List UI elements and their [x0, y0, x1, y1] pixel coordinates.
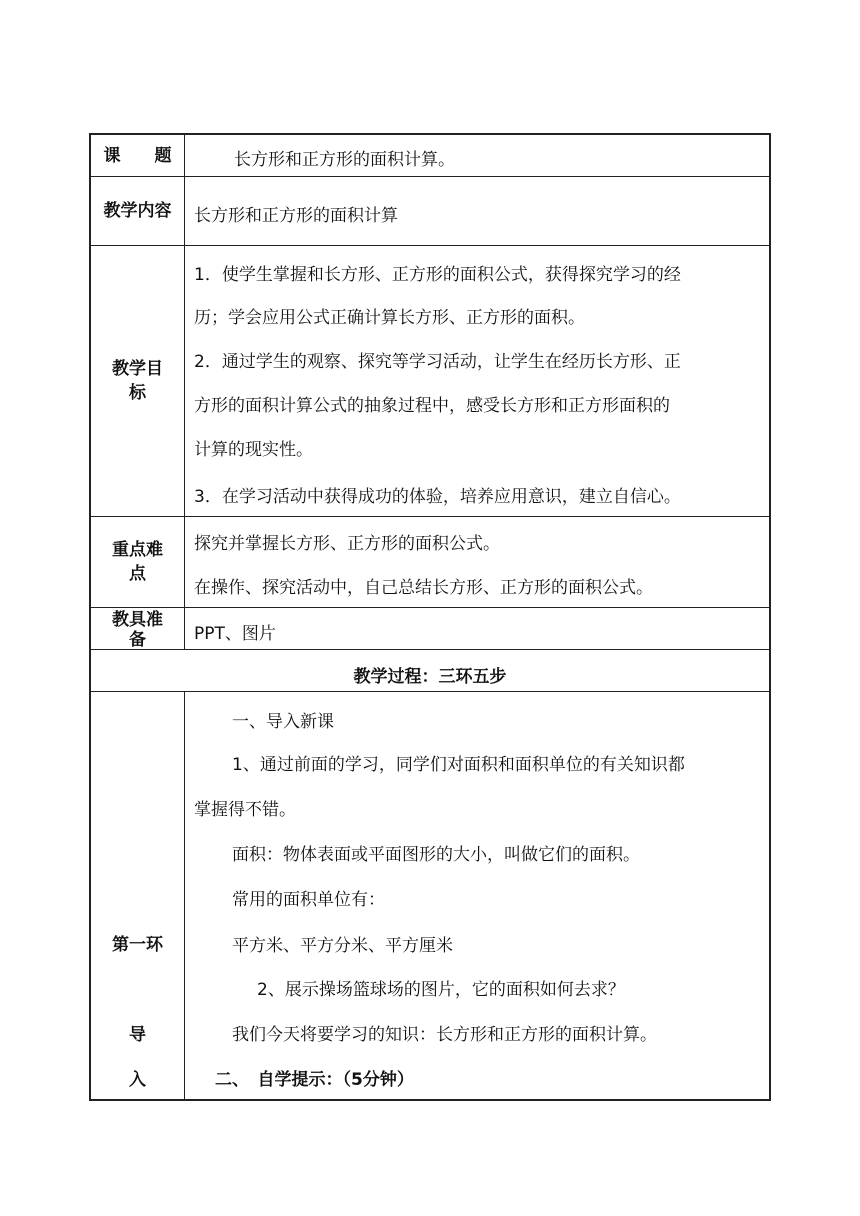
goals-label-line1: 教学目: [112, 359, 163, 379]
content-value: 长方形和正方形的面积计算: [194, 206, 398, 226]
row-divider: [91, 176, 769, 177]
lesson-plan-table: [89, 133, 771, 1101]
stage1-line: 面积：物体表面或平面图形的大小，叫做它们的面积。: [232, 845, 640, 865]
goals-line: 方形的面积计算公式的抽象过程中，感受长方形和正方形面积的: [194, 396, 670, 416]
stage1-line: 常用的面积单位有：: [232, 890, 385, 910]
materials-label: [91, 608, 184, 649]
row-divider: [91, 691, 769, 692]
materials-value: PPT、图片: [194, 624, 276, 644]
stage1-line: 1、通过前面的学习，同学们对面积和面积单位的有关知识都: [232, 755, 685, 775]
topic-label: 课 题: [103, 145, 172, 166]
key-points-line: 在操作、探究活动中，自己总结长方形、正方形的面积公式。: [194, 578, 653, 598]
row-divider: [91, 245, 769, 246]
materials-label-line2: 备: [129, 630, 146, 649]
goals-line: 计算的现实性。: [194, 440, 313, 460]
goals-line: 2．通过学生的观察、探究等学习活动，让学生在经历长方形、正: [194, 352, 681, 372]
goals-line: 3．在学习活动中获得成功的体验，培养应用意识，建立自信心。: [194, 487, 681, 507]
stage1-line: 2、展示操场篮球场的图片，它的面积如何去求？: [257, 980, 625, 1000]
column-divider: [184, 135, 185, 649]
key-points-line: 探究并掌握长方形、正方形的面积公式。: [194, 534, 500, 554]
topic-value: 长方形和正方形的面积计算。: [234, 150, 455, 170]
goals-label-line2: 标: [129, 383, 146, 403]
row-divider: [91, 607, 769, 608]
content-label: 教学内容: [103, 201, 172, 221]
goals-line: 1．使学生掌握和长方形、正方形的面积公式，获得探究学习的经: [194, 265, 681, 285]
stage1-label-line2: 导: [129, 1025, 146, 1045]
key-points-label-line1: 重点难: [112, 540, 163, 560]
stage1-line: 二、 自学提示：（5分钟）: [215, 1070, 414, 1090]
column-divider: [184, 691, 185, 1099]
stage1-line: 我们今天将要学习的知识：长方形和正方形的面积计算。: [232, 1025, 657, 1045]
stage1-label-line1: 第一环: [112, 935, 163, 955]
process-header: 教学过程：三环五步: [353, 667, 507, 687]
row-divider: [91, 649, 769, 650]
goals-line: 历；学会应用公式正确计算长方形、正方形的面积。: [194, 308, 585, 328]
materials-label-line1: 教具准: [112, 610, 163, 630]
stage1-line: 平方米、平方分米、平方厘米: [232, 936, 453, 956]
key-points-label-line2: 点: [129, 564, 146, 584]
stage1-line: 一、导入新课: [232, 712, 334, 732]
stage1-label-line3: 入: [129, 1070, 146, 1090]
stage1-line: 掌握得不错。: [194, 800, 296, 820]
key-points-label: [91, 517, 184, 607]
goals-label: [91, 246, 184, 516]
row-divider: [91, 516, 769, 517]
